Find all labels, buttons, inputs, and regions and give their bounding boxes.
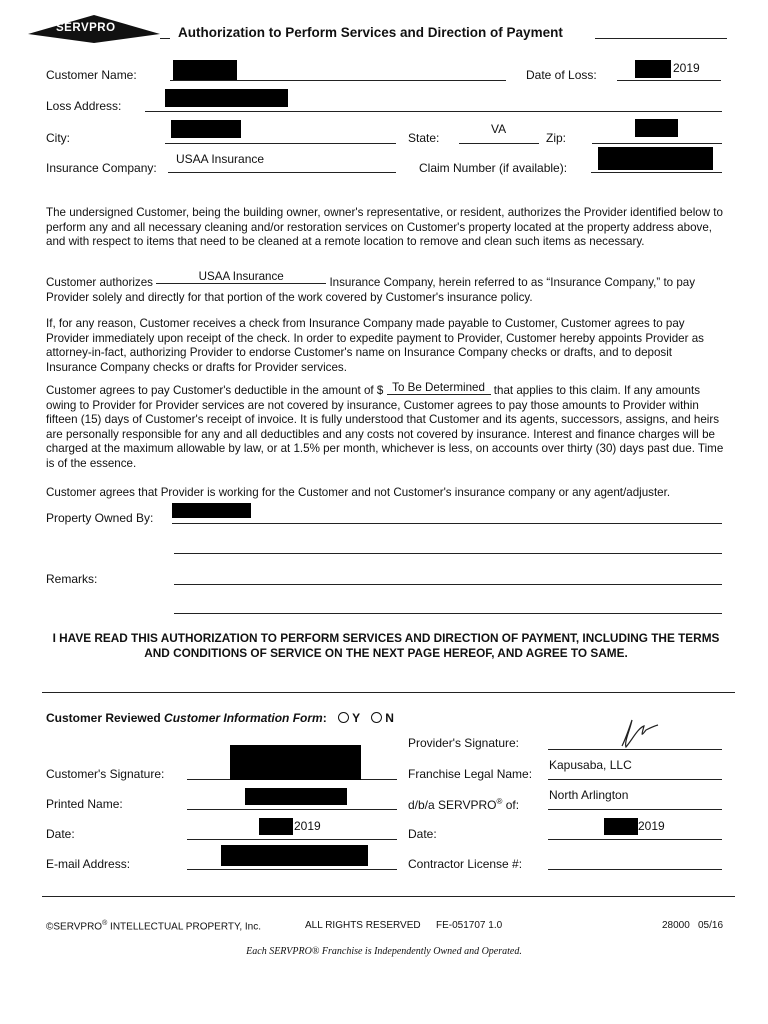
remarks-field-2[interactable]	[174, 613, 722, 614]
footer-rights: ALL RIGHTS RESERVED	[305, 920, 421, 931]
dba-field[interactable]	[548, 809, 722, 810]
customer-signature-redaction	[230, 745, 361, 780]
dba-of-text: of:	[502, 798, 520, 812]
insurance-authorization-paragraph	[46, 270, 726, 305]
date-of-loss-label: Date of Loss:	[526, 68, 597, 82]
customer-name-redaction	[173, 60, 237, 80]
provider-date-label: Date:	[408, 827, 437, 841]
zip-field[interactable]	[592, 143, 722, 144]
provider-signature-mark	[612, 716, 662, 750]
zip-label: Zip:	[546, 131, 567, 145]
footer-tagline: Each SERVPRO® Franchise is Independently Owned and Operated.	[246, 946, 522, 957]
insurance-company-field[interactable]	[168, 172, 396, 173]
zip-redaction	[635, 119, 678, 137]
property-owner-redaction	[172, 503, 251, 518]
state-label: State:	[408, 131, 440, 145]
radio-yes[interactable]	[338, 712, 349, 723]
copyright-registered-mark: ®	[102, 920, 108, 927]
city-field[interactable]	[165, 143, 396, 144]
property-owned-by-field-2[interactable]	[174, 553, 722, 554]
loss-address-field[interactable]	[145, 111, 722, 112]
date-of-loss-redaction	[635, 60, 671, 78]
claim-number-label: Claim Number (if available):	[419, 161, 568, 175]
customers-signature-label: Customer's Signature:	[46, 767, 165, 781]
provider-date-value: 2019	[638, 819, 665, 833]
printed-name-label: Printed Name:	[46, 797, 123, 811]
state-field[interactable]	[459, 143, 539, 144]
option-yes-label: Y	[352, 711, 360, 725]
dba-registered-mark: ®	[496, 797, 503, 806]
dba-label-text: d/b/a SERVPRO	[408, 798, 497, 812]
dba-label	[408, 797, 519, 812]
insurance-company-label: Insurance Company:	[46, 161, 157, 175]
customer-date-label: Date:	[46, 827, 75, 841]
radio-no[interactable]	[371, 712, 382, 723]
customer-reviewed-line	[46, 711, 394, 725]
copyright-suffix: INTELLECTUAL PROPERTY, Inc.	[107, 921, 262, 933]
city-label: City:	[46, 131, 70, 145]
reviewed-prefix: Customer Reviewed	[46, 711, 165, 725]
email-field[interactable]	[187, 869, 397, 870]
contractor-license-label: Contractor License #:	[408, 857, 523, 871]
option-no-label: N	[385, 711, 394, 725]
insurance-company-value: USAA Insurance	[176, 152, 265, 166]
remarks-field[interactable]	[174, 584, 722, 585]
authorized-insurance-value: USAA Insurance	[198, 270, 284, 283]
email-redaction	[221, 845, 368, 866]
servpro-logo	[28, 14, 160, 44]
p2-after-text: Insurance Company, herein referred to as “Insurance Company,” to pay Provider solely and directly for that portion of the work covered by Customer's insurance policy.	[46, 276, 696, 304]
provider-relationship-paragraph: Customer agrees that Provider is working for the Customer and not Customer's insurance company or any agent/adjuster.	[46, 486, 671, 499]
provider-date-redaction	[604, 818, 638, 835]
reviewed-suffix: :	[322, 711, 327, 725]
footer-revision: 05/16	[698, 920, 724, 931]
loss-address-label: Loss Address:	[46, 99, 122, 113]
p2-before-text: Customer authorizes	[46, 276, 153, 289]
email-label: E-mail Address:	[46, 857, 131, 871]
provider-date-field[interactable]	[548, 839, 722, 840]
printed-name-redaction	[245, 788, 347, 805]
deductible-amount-field[interactable]	[387, 382, 491, 395]
reviewed-form-name: Customer Information Form	[164, 711, 323, 725]
footer-copyright	[46, 920, 261, 932]
handwritten-signature-icon	[612, 716, 662, 750]
franchise-legal-name-field[interactable]	[548, 779, 722, 780]
printed-name-field[interactable]	[187, 809, 397, 810]
date-of-loss-value: 2019	[673, 61, 700, 75]
franchise-legal-name-label: Franchise Legal Name:	[408, 767, 533, 781]
remarks-label: Remarks:	[46, 572, 98, 586]
customer-name-label: Customer Name:	[46, 68, 137, 82]
logo-text: SERVPRO	[56, 22, 116, 34]
claim-number-field[interactable]	[591, 172, 722, 173]
footer-form-number: FE-051707 1.0	[436, 920, 503, 931]
dba-value: North Arlington	[549, 788, 629, 802]
form-title: Authorization to Perform Services and Direction of Payment	[178, 25, 563, 40]
customer-date-field[interactable]	[187, 839, 397, 840]
city-redaction	[171, 120, 241, 138]
customer-date-redaction	[259, 818, 293, 835]
contractor-license-field[interactable]	[548, 869, 722, 870]
authorization-paragraph: The undersigned Customer, being the building owner, owner's representative, or resident, authorizes the Provider identified below to perform any and all necessary cleaning and/or restoration services on Customer's property located at the property address above, and with respect to items that need to be cleaned at a remote location to remove and clean such items as necessary.	[46, 206, 723, 249]
signature-section-bottom-rule	[42, 896, 735, 897]
franchise-legal-name-value: Kapusaba, LLC	[549, 758, 632, 772]
authorized-insurance-field[interactable]	[156, 271, 326, 284]
deductible-amount-value: To Be Determined	[392, 381, 485, 394]
deductible-paragraph	[46, 381, 726, 472]
claim-number-redaction	[598, 147, 713, 170]
providers-signature-label: Provider's Signature:	[408, 736, 520, 750]
footer-code: 28000	[662, 920, 690, 931]
check-payment-paragraph: If, for any reason, Customer receives a check from Insurance Company made payable to Customer, Customer agrees to pay Provider immediately upon receipt of the check. In order to expedite payment to Provider, Customer hereby appoints Provider as attorney-in-fact, authorizing Provider to endorse Customer's name on Insurance Company checks or drafts, and to deposit Insurance Company checks or drafts for Provider services.	[46, 317, 704, 374]
customer-date-value: 2019	[294, 819, 321, 833]
signature-section-top-rule	[42, 692, 735, 693]
property-owned-by-label: Property Owned By:	[46, 511, 154, 525]
loss-address-redaction	[165, 89, 288, 107]
p4-before-text: Customer agrees to pay Customer's deductible in the amount of $	[46, 384, 384, 397]
state-value: VA	[491, 122, 507, 136]
copyright-prefix: ©SERVPRO	[46, 921, 103, 933]
p4-after-text: that applies to this claim. If any amounts owing to Provider for Provider services are not covered by insurance, Customer agrees to pay those amounts to Provider within fifteen (15) days of Customer's receipt of invoice. It is fully understood that Customer and its agents, successors, assigns, and heirs are personally responsible for any and all deductibles and any costs not covered by insurance. Interest and finance charges will be charged at the maximum allowable by law, or at 1.5% per month, whichever is less, on accounts over thirty (30) days past due. Time is of the essence.	[46, 384, 724, 470]
date-of-loss-field[interactable]	[617, 80, 721, 81]
acknowledgement-text: I HAVE READ THIS AUTHORIZATION TO PERFORM SERVICES AND DIRECTION OF PAYMENT, INCLUDING THE TERMS AND CONDITIONS OF SERVICE ON THE NEXT PAGE HEREOF, AND AGREE TO SAME.	[52, 631, 720, 660]
customer-name-field[interactable]	[170, 80, 506, 81]
property-owned-by-field[interactable]	[172, 523, 722, 524]
